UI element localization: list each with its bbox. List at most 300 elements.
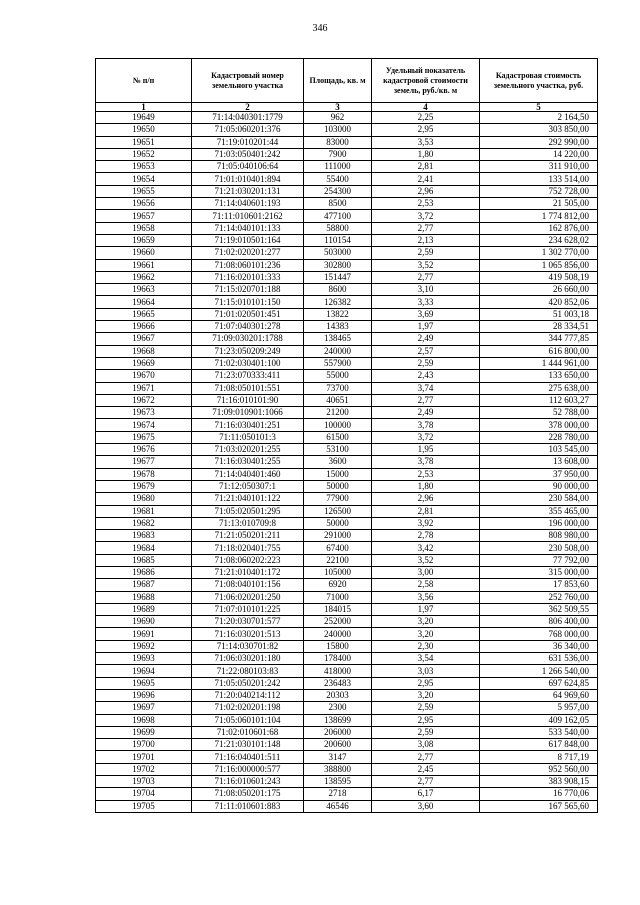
table-body [96, 112, 598, 813]
cadastral-number-cell: 71:02:020201:277 [192, 247, 304, 259]
area-cell: 77900 [304, 493, 372, 505]
table-row [96, 603, 598, 615]
row-number-cell: 19663 [96, 284, 192, 296]
table-row [96, 456, 598, 468]
cadastral-value-cell: 303 850,00 [480, 124, 598, 136]
cadastral-value-cell: 90 000,00 [480, 480, 598, 492]
cadastral-value-cell: 103 545,00 [480, 444, 598, 456]
cadastral-value-cell: 409 162,05 [480, 714, 598, 726]
row-number-cell: 19668 [96, 345, 192, 357]
unit-value-cell: 2,57 [372, 345, 480, 357]
cadastral-value-cell: 768 000,00 [480, 628, 598, 640]
column-number: 1 [96, 103, 192, 112]
area-cell: 138699 [304, 714, 372, 726]
cadastral-value-cell: 378 000,00 [480, 419, 598, 431]
table-row [96, 628, 598, 640]
table-row [96, 689, 598, 701]
cadastral-value-cell: 228 780,00 [480, 431, 598, 443]
cadastral-value-cell: 362 509,55 [480, 603, 598, 615]
area-cell: 105000 [304, 566, 372, 578]
cadastral-value-cell: 808 980,00 [480, 530, 598, 542]
table-row [96, 173, 598, 185]
table-row [96, 222, 598, 234]
unit-value-cell: 2,77 [372, 776, 480, 788]
table-row [96, 407, 598, 419]
cadastral-number-cell: 71:22:080103:83 [192, 665, 304, 677]
cadastral-value-cell: 28 334,51 [480, 321, 598, 333]
cadastral-value-cell: 8 717,19 [480, 751, 598, 763]
cadastral-number-cell: 71:16:010101:90 [192, 394, 304, 406]
row-number-cell: 19685 [96, 554, 192, 566]
cadastral-number-cell: 71:08:060202:223 [192, 554, 304, 566]
cadastral-value-cell: 230 508,00 [480, 542, 598, 554]
area-cell: 50000 [304, 480, 372, 492]
unit-value-cell: 2,53 [372, 468, 480, 480]
cadastral-value-cell: 952 560,00 [480, 763, 598, 775]
header-unit-value: Удельный показатель кадастровой стоимости земель, руб./кв. м [372, 59, 480, 103]
cadastral-number-cell: 71:13:010709:8 [192, 517, 304, 529]
table-row [96, 431, 598, 443]
cadastral-number-cell: 71:14:040101:133 [192, 222, 304, 234]
area-cell: 58800 [304, 222, 372, 234]
table-row [96, 210, 598, 222]
unit-value-cell: 3,20 [372, 616, 480, 628]
unit-value-cell: 3,56 [372, 591, 480, 603]
row-number-cell: 19679 [96, 480, 192, 492]
area-cell: 138595 [304, 776, 372, 788]
unit-value-cell: 3,03 [372, 665, 480, 677]
unit-value-cell: 2,77 [372, 751, 480, 763]
area-cell: 418000 [304, 665, 372, 677]
table-row [96, 677, 598, 689]
cadastral-number-cell: 71:12:050307:1 [192, 480, 304, 492]
cadastral-number-cell: 71:19:010501:164 [192, 234, 304, 246]
area-cell: 178400 [304, 653, 372, 665]
unit-value-cell: 2,41 [372, 173, 480, 185]
cadastral-number-cell: 71:03:020201:255 [192, 444, 304, 456]
row-number-cell: 19667 [96, 333, 192, 345]
row-number-cell: 19664 [96, 296, 192, 308]
unit-value-cell: 2,77 [372, 222, 480, 234]
cadastral-value-cell: 196 000,00 [480, 517, 598, 529]
area-cell: 184015 [304, 603, 372, 615]
row-number-cell: 19691 [96, 628, 192, 640]
unit-value-cell: 2,77 [372, 394, 480, 406]
unit-value-cell: 2,96 [372, 493, 480, 505]
unit-value-cell: 2,95 [372, 124, 480, 136]
unit-value-cell: 2,81 [372, 161, 480, 173]
cadastral-number-cell: 71:09:030201:1788 [192, 333, 304, 345]
area-cell: 55000 [304, 370, 372, 382]
cadastral-number-cell: 71:21:030201:131 [192, 185, 304, 197]
cadastral-number-cell: 71:14:040301:1779 [192, 112, 304, 124]
unit-value-cell: 2,13 [372, 234, 480, 246]
unit-value-cell: 3,78 [372, 456, 480, 468]
cadastral-number-cell: 71:02:030401:100 [192, 357, 304, 369]
table-row [96, 591, 598, 603]
cadastral-number-cell: 71:14:040601:193 [192, 198, 304, 210]
cadastral-number-cell: 71:08:050201:175 [192, 788, 304, 800]
cadastral-number-cell: 71:16:010601:243 [192, 776, 304, 788]
cadastral-number-cell: 71:05:020501:295 [192, 505, 304, 517]
table-row [96, 480, 598, 492]
column-number: 2 [192, 103, 304, 112]
cadastral-number-cell: 71:23:070333:411 [192, 370, 304, 382]
cadastral-number-cell: 71:14:040401:460 [192, 468, 304, 480]
area-cell: 8600 [304, 284, 372, 296]
row-number-cell: 19669 [96, 357, 192, 369]
cadastral-number-cell: 71:16:040401:511 [192, 751, 304, 763]
area-cell: 61500 [304, 431, 372, 443]
unit-value-cell: 1,97 [372, 603, 480, 615]
table-row [96, 382, 598, 394]
cadastral-value-cell: 16 770,06 [480, 788, 598, 800]
unit-value-cell: 3,74 [372, 382, 480, 394]
table-row [96, 763, 598, 775]
row-number-cell: 19649 [96, 112, 192, 124]
cadastral-value-cell: 420 852,06 [480, 296, 598, 308]
cadastral-number-cell: 71:18:020401:755 [192, 542, 304, 554]
unit-value-cell: 2,30 [372, 640, 480, 652]
table-row [96, 640, 598, 652]
unit-value-cell: 2,59 [372, 357, 480, 369]
table-row [96, 185, 598, 197]
row-number-cell: 19702 [96, 763, 192, 775]
row-number-cell: 19687 [96, 579, 192, 591]
table-row [96, 419, 598, 431]
unit-value-cell: 2,95 [372, 677, 480, 689]
row-number-cell: 19701 [96, 751, 192, 763]
table-row [96, 726, 598, 738]
row-number-cell: 19704 [96, 788, 192, 800]
cadastral-value-cell: 230 584,00 [480, 493, 598, 505]
row-number-cell: 19695 [96, 677, 192, 689]
row-number-cell: 19657 [96, 210, 192, 222]
cadastral-value-cell: 1 302 770,00 [480, 247, 598, 259]
row-number-cell: 19676 [96, 444, 192, 456]
unit-value-cell: 1,80 [372, 480, 480, 492]
area-cell: 206000 [304, 726, 372, 738]
row-number-cell: 19666 [96, 321, 192, 333]
area-cell: 40651 [304, 394, 372, 406]
cadastral-value-cell: 26 660,00 [480, 284, 598, 296]
cadastral-number-cell: 71:09:010901:1066 [192, 407, 304, 419]
unit-value-cell: 3,00 [372, 566, 480, 578]
row-number-cell: 19682 [96, 517, 192, 529]
page-number: 346 [312, 23, 328, 34]
row-number-cell: 19658 [96, 222, 192, 234]
header-area: Площадь, кв. м [304, 59, 372, 103]
table-row [96, 566, 598, 578]
area-cell: 21200 [304, 407, 372, 419]
row-number-cell: 19672 [96, 394, 192, 406]
unit-value-cell: 2,59 [372, 702, 480, 714]
area-cell: 53100 [304, 444, 372, 456]
cadastral-value-cell: 1 774 812,00 [480, 210, 598, 222]
row-number-cell: 19651 [96, 136, 192, 148]
table-row [96, 112, 598, 124]
area-cell: 3600 [304, 456, 372, 468]
row-number-cell: 19677 [96, 456, 192, 468]
cadastral-value-cell: 617 848,00 [480, 739, 598, 751]
cadastral-value-cell: 616 800,00 [480, 345, 598, 357]
cadastral-value-cell: 315 000,00 [480, 566, 598, 578]
cadastral-value-cell: 1 266 540,00 [480, 665, 598, 677]
row-number-cell: 19665 [96, 308, 192, 320]
table-row [96, 247, 598, 259]
area-cell: 71000 [304, 591, 372, 603]
table-row [96, 296, 598, 308]
cadastral-value-cell: 533 540,00 [480, 726, 598, 738]
header-cadastral-number: Кадастровый номер земельного участка [192, 59, 304, 103]
cadastral-value-cell: 1 444 961,00 [480, 357, 598, 369]
unit-value-cell: 3,42 [372, 542, 480, 554]
header-row-number: № п/п [96, 59, 192, 103]
cadastral-value-cell: 311 910,00 [480, 161, 598, 173]
table-row [96, 444, 598, 456]
table-row [96, 542, 598, 554]
cadastral-value-cell: 697 624,85 [480, 677, 598, 689]
cadastral-value-cell: 13 608,00 [480, 456, 598, 468]
unit-value-cell: 3,33 [372, 296, 480, 308]
row-number-cell: 19671 [96, 382, 192, 394]
cadastral-value-cell: 5 957,00 [480, 702, 598, 714]
cadastral-number-cell: 71:19:010201:44 [192, 136, 304, 148]
table-row [96, 653, 598, 665]
cadastral-value-cell: 252 760,00 [480, 591, 598, 603]
cadastral-number-cell: 71:21:040101:122 [192, 493, 304, 505]
area-cell: 46546 [304, 800, 372, 812]
unit-value-cell: 3,78 [372, 419, 480, 431]
unit-value-cell: 2,58 [372, 579, 480, 591]
row-number-cell: 19670 [96, 370, 192, 382]
area-cell: 252000 [304, 616, 372, 628]
row-number-cell: 19673 [96, 407, 192, 419]
row-number-cell: 19675 [96, 431, 192, 443]
table-row [96, 271, 598, 283]
row-number-cell: 19674 [96, 419, 192, 431]
cadastral-value-cell: 64 969,60 [480, 689, 598, 701]
unit-value-cell: 2,78 [372, 530, 480, 542]
area-cell: 50000 [304, 517, 372, 529]
table-row [96, 148, 598, 160]
row-number-cell: 19698 [96, 714, 192, 726]
row-number-cell: 19654 [96, 173, 192, 185]
table-row [96, 665, 598, 677]
cadastral-value-cell: 344 777,85 [480, 333, 598, 345]
area-cell: 15000 [304, 468, 372, 480]
cadastral-value-cell: 17 853,60 [480, 579, 598, 591]
cadastral-number-cell: 71:01:020501:451 [192, 308, 304, 320]
unit-value-cell: 2,81 [372, 505, 480, 517]
row-number-cell: 19655 [96, 185, 192, 197]
cadastral-number-cell: 71:03:050401:242 [192, 148, 304, 160]
header-cadastral-value: Кадастровая стоимость земельного участка, руб. [480, 59, 598, 103]
cadastral-number-cell: 71:21:030101:148 [192, 739, 304, 751]
table-row [96, 702, 598, 714]
table-row [96, 333, 598, 345]
unit-value-cell: 3,08 [372, 739, 480, 751]
cadastral-value-cell: 752 728,00 [480, 185, 598, 197]
area-cell: 138465 [304, 333, 372, 345]
unit-value-cell: 2,25 [372, 112, 480, 124]
unit-value-cell: 1,97 [372, 321, 480, 333]
cadastral-value-cell: 112 603,27 [480, 394, 598, 406]
cadastral-value-cell: 631 536,00 [480, 653, 598, 665]
cadastral-number-cell: 71:05:060201:376 [192, 124, 304, 136]
area-cell: 67400 [304, 542, 372, 554]
area-cell: 83000 [304, 136, 372, 148]
area-cell: 110154 [304, 234, 372, 246]
area-cell: 126382 [304, 296, 372, 308]
row-number-cell: 19689 [96, 603, 192, 615]
area-cell: 15800 [304, 640, 372, 652]
unit-value-cell: 2,49 [372, 333, 480, 345]
unit-value-cell: 2,96 [372, 185, 480, 197]
row-number-cell: 19696 [96, 689, 192, 701]
row-number-cell: 19650 [96, 124, 192, 136]
row-number-cell: 19653 [96, 161, 192, 173]
cadastral-value-cell: 2 164,50 [480, 112, 598, 124]
row-number-cell: 19694 [96, 665, 192, 677]
cadastral-value-cell: 36 340,00 [480, 640, 598, 652]
table-row [96, 370, 598, 382]
area-cell: 22100 [304, 554, 372, 566]
cadastral-value-table [95, 58, 598, 813]
table-row [96, 394, 598, 406]
area-cell: 200600 [304, 739, 372, 751]
area-cell: 20303 [304, 689, 372, 701]
unit-value-cell: 3,72 [372, 210, 480, 222]
cadastral-number-cell: 71:16:030201:513 [192, 628, 304, 640]
table-row [96, 234, 598, 246]
cadastral-value-cell: 37 950,00 [480, 468, 598, 480]
table-row [96, 517, 598, 529]
row-number-cell: 19699 [96, 726, 192, 738]
cadastral-value-cell: 51 003,18 [480, 308, 598, 320]
area-cell: 100000 [304, 419, 372, 431]
cadastral-value-cell: 1 065 856,00 [480, 259, 598, 271]
row-number-cell: 19680 [96, 493, 192, 505]
table-row [96, 530, 598, 542]
cadastral-number-cell: 71:16:030401:251 [192, 419, 304, 431]
table-row [96, 124, 598, 136]
cadastral-number-cell: 71:08:050101:551 [192, 382, 304, 394]
row-number-cell: 19705 [96, 800, 192, 812]
table-row [96, 616, 598, 628]
table-row [96, 198, 598, 210]
unit-value-cell: 2,59 [372, 247, 480, 259]
table-row [96, 259, 598, 271]
table-row [96, 579, 598, 591]
cadastral-number-cell: 71:05:040106:64 [192, 161, 304, 173]
cadastral-number-cell: 71:15:020701:188 [192, 284, 304, 296]
row-number-cell: 19652 [96, 148, 192, 160]
header-row [96, 59, 598, 103]
cadastral-value-cell: 52 788,00 [480, 407, 598, 419]
table-row [96, 714, 598, 726]
cadastral-value-cell: 133 514,00 [480, 173, 598, 185]
cadastral-number-cell: 71:14:030701:82 [192, 640, 304, 652]
cadastral-value-cell: 383 908,15 [480, 776, 598, 788]
area-cell: 240000 [304, 628, 372, 640]
cadastral-value-cell: 162 876,00 [480, 222, 598, 234]
table-row [96, 800, 598, 812]
cadastral-number-cell: 71:08:040101:156 [192, 579, 304, 591]
table-row [96, 505, 598, 517]
row-number-cell: 19659 [96, 234, 192, 246]
row-number-cell: 19686 [96, 566, 192, 578]
unit-value-cell: 3,60 [372, 800, 480, 812]
row-number-cell: 19697 [96, 702, 192, 714]
area-cell: 73700 [304, 382, 372, 394]
cadastral-number-cell: 71:16:030401:255 [192, 456, 304, 468]
cadastral-number-cell: 71:07:010101:225 [192, 603, 304, 615]
cadastral-number-cell: 71:05:050201:242 [192, 677, 304, 689]
unit-value-cell: 3,20 [372, 689, 480, 701]
area-cell: 240000 [304, 345, 372, 357]
row-number-cell: 19688 [96, 591, 192, 603]
cadastral-number-cell: 71:05:060101:104 [192, 714, 304, 726]
unit-value-cell: 3,20 [372, 628, 480, 640]
area-cell: 503000 [304, 247, 372, 259]
table-row [96, 345, 598, 357]
cadastral-number-cell: 71:20:040214:112 [192, 689, 304, 701]
column-number: 5 [480, 103, 598, 112]
area-cell: 302800 [304, 259, 372, 271]
area-cell: 13822 [304, 308, 372, 320]
cadastral-number-cell: 71:15:010101:150 [192, 296, 304, 308]
row-number-cell: 19692 [96, 640, 192, 652]
cadastral-number-cell: 71:06:030201:180 [192, 653, 304, 665]
unit-value-cell: 2,77 [372, 271, 480, 283]
cadastral-number-cell: 71:21:010401:172 [192, 566, 304, 578]
row-number-cell: 19660 [96, 247, 192, 259]
cadastral-value-cell: 77 792,00 [480, 554, 598, 566]
table-row [96, 751, 598, 763]
table-row [96, 136, 598, 148]
unit-value-cell: 2,53 [372, 198, 480, 210]
unit-value-cell: 1,80 [372, 148, 480, 160]
cadastral-number-cell: 71:02:020201:198 [192, 702, 304, 714]
cadastral-number-cell: 71:16:000000:577 [192, 763, 304, 775]
row-number-cell: 19703 [96, 776, 192, 788]
table-row [96, 357, 598, 369]
area-cell: 254300 [304, 185, 372, 197]
unit-value-cell: 3,92 [372, 517, 480, 529]
table-row [96, 788, 598, 800]
table-row [96, 554, 598, 566]
cadastral-value-cell: 234 628,02 [480, 234, 598, 246]
cadastral-value-cell: 167 565,60 [480, 800, 598, 812]
area-cell: 2718 [304, 788, 372, 800]
area-cell: 3147 [304, 751, 372, 763]
cadastral-number-cell: 71:16:020101:333 [192, 271, 304, 283]
row-number-cell: 19693 [96, 653, 192, 665]
area-cell: 151447 [304, 271, 372, 283]
cadastral-number-cell: 71:11:010601:883 [192, 800, 304, 812]
cadastral-value-cell: 355 465,00 [480, 505, 598, 517]
unit-value-cell: 2,59 [372, 726, 480, 738]
area-cell: 111000 [304, 161, 372, 173]
area-cell: 8500 [304, 198, 372, 210]
unit-value-cell: 3,53 [372, 136, 480, 148]
area-cell: 14383 [304, 321, 372, 333]
table-row [96, 321, 598, 333]
row-number-cell: 19678 [96, 468, 192, 480]
area-cell: 291000 [304, 530, 372, 542]
cadastral-number-cell: 71:08:060101:236 [192, 259, 304, 271]
